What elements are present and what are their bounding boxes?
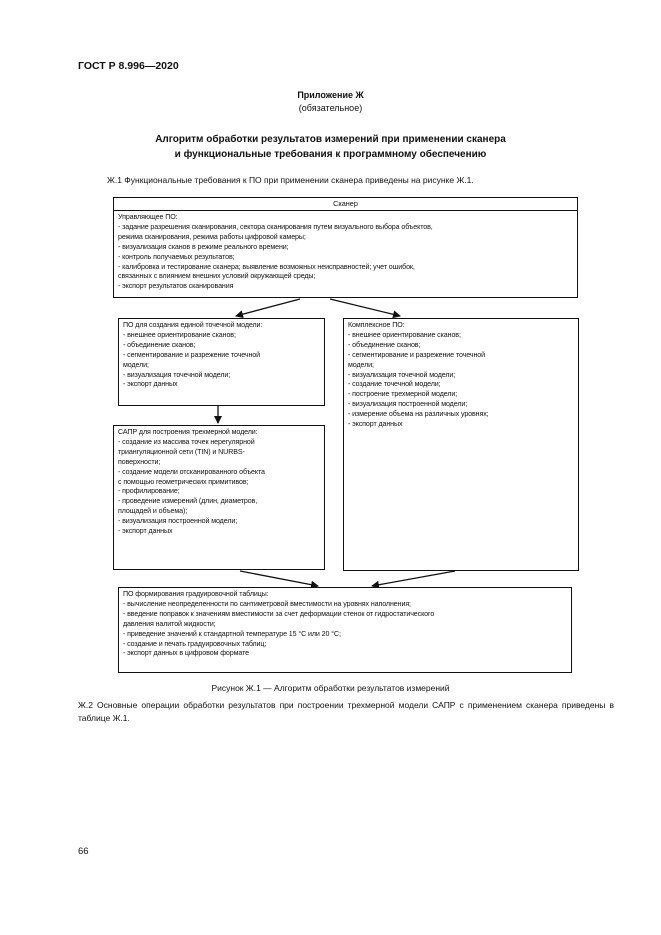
box-line: - экспорт данных — [118, 527, 173, 536]
box-line: - вычисление неопределенности по сантиметровой вместимости на уровнях наполнения; — [123, 599, 411, 608]
box-line: - визуализация точечной модели; — [348, 370, 456, 379]
box-line: режима сканирования, режима работы цифровой камеры; — [118, 232, 306, 241]
box-line: - внешнее ориентирование сканов; — [348, 330, 461, 339]
box-line: ПО формирования градуировочной таблицы: — [123, 590, 269, 598]
box-line: - сегментирование и разрежение точечной — [348, 350, 485, 359]
box-line: - задание разрешения сканирования, сектора сканирования путем визуального выбора объектов, — [118, 222, 433, 231]
figure-caption: Рисунок Ж.1 — Алгоритм обработки результатов измерений — [211, 683, 450, 693]
appendix-title: Приложение Ж — [297, 90, 364, 100]
box-line: давления налитой жидкости; — [123, 619, 216, 628]
gauge-table-box — [118, 587, 572, 673]
document-number: ГОСТ Р 8.996—2020 — [78, 60, 179, 72]
box-line: - построение трехмерной модели; — [348, 390, 458, 399]
box-line: - сегментирование и разрежение точечной — [123, 350, 260, 359]
complex-software-box — [343, 318, 579, 571]
box-line: - создание точечной модели; — [348, 380, 441, 389]
box-line: Комплексное ПО: — [348, 321, 405, 329]
box-line: САПР для построения трехмерной модели: — [118, 428, 258, 436]
arrow-complex-to-gauge — [372, 571, 455, 586]
arrow-cad-to-gauge — [240, 571, 318, 586]
box-line: - экспорт данных — [348, 420, 403, 429]
page-number: 66 — [78, 846, 89, 857]
box-line: - визуализация точечной модели; — [123, 370, 231, 379]
scanner-caption: Сканер — [114, 198, 577, 211]
box-line: - измерение объема на различных уровнях; — [348, 410, 489, 419]
box-line: - экспорт данных — [123, 380, 178, 389]
box-line: триангуляционной сети (TIN) и NURBS- — [118, 447, 245, 456]
paragraph-2: Ж.2 Основные операции обработки результатов при построении трехмерной модели САПР с применением сканера приведены в таблице Ж.1. — [78, 700, 614, 723]
box-line: - внешнее ориентирование сканов; — [123, 330, 236, 339]
box-line: модели; — [348, 360, 374, 369]
box-line: - визуализация построенной модели; — [348, 400, 468, 409]
box-line: связанных с влиянием внешних условий окружающей среды; — [118, 272, 316, 281]
scanner-control-software — [114, 211, 577, 294]
box-line: - калибровка и тестирование сканера; выявление возможных неисправностей; учет ошибок, — [118, 262, 415, 271]
box-line: - введение поправок к значениям вместимости за счет деформации стенок от гидростатического — [123, 609, 435, 618]
arrow-scanner-to-complex — [330, 299, 400, 316]
intro-paragraph: Ж.1 Функциональные требования к ПО при применении сканера приведены на рисунке Ж.1. — [107, 175, 474, 185]
box-line: - визуализация построенной модели; — [118, 517, 238, 526]
box-line: - объединение сканов; — [348, 340, 421, 349]
box-line: - создание и печать градуировочных таблиц; — [123, 639, 267, 648]
box-line: поверхности; — [118, 457, 161, 466]
cad-box — [113, 425, 325, 570]
box-line: - контроль получаемых результатов; — [118, 252, 235, 261]
box-line: - создание из массива точек нерегулярной — [118, 437, 255, 446]
box-line: - экспорт результатов сканирования — [118, 282, 234, 291]
box-line: - проведение измерений (длин, диаметров, — [118, 497, 258, 506]
box-line: - визуализация сканов в режиме реального времени; — [118, 242, 289, 251]
box-line: - объединение сканов; — [123, 340, 196, 349]
box-line: - профилирование; — [118, 487, 180, 496]
box-line: с помощью геометрических примитивов; — [118, 477, 249, 486]
box-line: - экспорт данных в цифровом формате — [123, 649, 249, 658]
box-line: модели; — [123, 360, 149, 369]
single-point-model-box — [118, 318, 325, 406]
scanner-box — [113, 197, 578, 298]
algorithm-title-line-2: и функциональные требования к программному обеспечению — [174, 149, 487, 160]
appendix-status: (обязательное) — [298, 103, 363, 113]
box-line: ПО для создания единой точечной модели: — [123, 321, 263, 329]
box-line: - создание модели отсканированного объекта — [118, 467, 265, 476]
box-line: площадей и объема); — [118, 507, 188, 516]
algorithm-title-line-1: Алгоритм обработки результатов измерений при применении сканера — [155, 134, 506, 145]
box-line: Управляющее ПО: — [118, 213, 178, 221]
box-line: - приведение значений к стандартной температуре 15 °С или 20 °С; — [123, 629, 341, 638]
arrow-scanner-to-single — [236, 299, 300, 316]
